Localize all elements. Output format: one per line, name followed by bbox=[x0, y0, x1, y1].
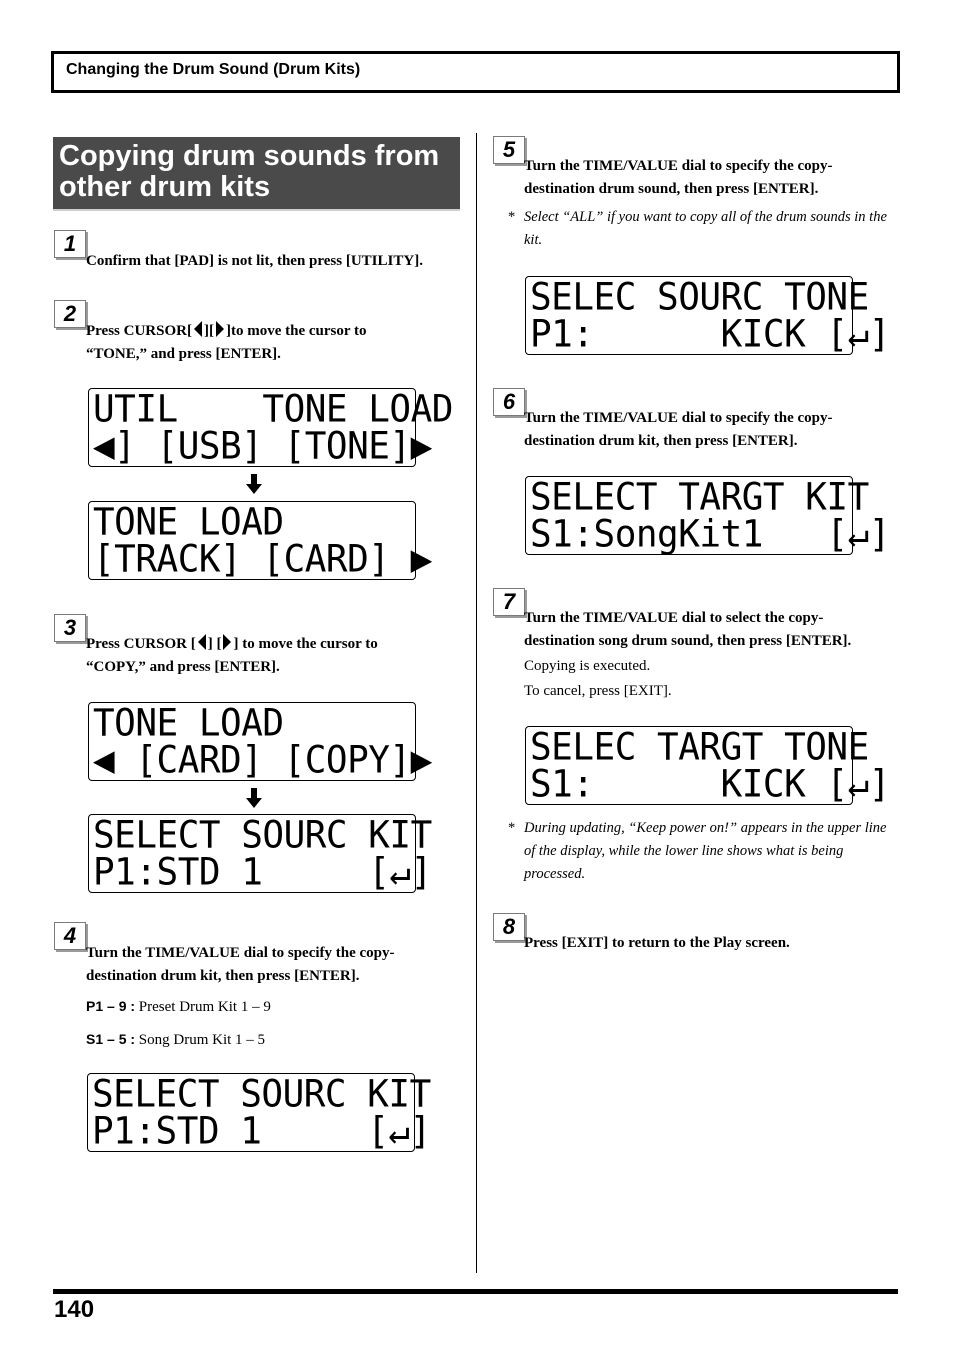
lcd-selec-sourc-tone: SELEC SOURC TONE P1: KICK [↵] bbox=[525, 276, 853, 355]
step-badge-4: 4 bbox=[54, 922, 86, 950]
step-badge-8: 8 bbox=[493, 913, 525, 941]
step-3-text: Press CURSOR [ ] [ ] to move the cursor to “COPY,” and press [ENTER]. bbox=[86, 636, 378, 675]
lcd-selec-targt-tone: SELEC TARGT TONE S1: KICK [↵] bbox=[525, 726, 853, 805]
step-7-line-1: Copying is executed. bbox=[524, 658, 651, 674]
step-7-text: Turn the TIME/VALUE dial to select the copy-destination song drum sound, then press [ENTER]. bbox=[524, 610, 852, 649]
page-number: 140 bbox=[54, 1296, 95, 1323]
step-6-text: Turn the TIME/VALUE dial to specify the copy-destination drum kit, then press [ENTER]. bbox=[524, 410, 833, 449]
lcd-tone-load-track: TONE LOAD [TRACK] [CARD] ▶ bbox=[88, 501, 416, 580]
step-badge-7: 7 bbox=[493, 588, 525, 616]
down-arrow-icon bbox=[246, 484, 262, 494]
cursor-left-icon bbox=[194, 321, 202, 337]
kit-range-preset: P1 – 9 : Preset Drum Kit 1 – 9 bbox=[86, 998, 271, 1015]
step-badge-1: 1 bbox=[54, 230, 86, 258]
step-1-text: Confirm that [PAD] is not lit, then press [UTILITY]. bbox=[86, 253, 423, 269]
step-5-note: * Select “ALL” if you want to copy all of the drum sounds in the kit. bbox=[508, 209, 887, 248]
header-title: Changing the Drum Sound (Drum Kits) bbox=[66, 61, 361, 78]
step-8-text: Press [EXIT] to return to the Play screen. bbox=[524, 935, 790, 951]
step-4-text: Turn the TIME/VALUE dial to specify the copy-destination drum kit, then press [ENTER]. bbox=[86, 945, 395, 984]
step-badge-6: 6 bbox=[493, 388, 525, 416]
cursor-right-icon bbox=[223, 634, 231, 650]
section-title: Copying drum sounds from other drum kits bbox=[59, 140, 440, 203]
lcd-util-tone-load: UTIL TONE LOAD ◀] [USB] [TONE]▶ bbox=[88, 388, 416, 467]
lcd-select-targt-kit: SELECT TARGT KIT S1:SongKit1 [↵] bbox=[525, 476, 853, 555]
running-header bbox=[51, 51, 900, 93]
down-arrow-icon bbox=[246, 798, 262, 808]
step-badge-5: 5 bbox=[493, 136, 525, 164]
kit-range-song: S1 – 5 : Song Drum Kit 1 – 5 bbox=[86, 1031, 266, 1048]
step-badge-2: 2 bbox=[54, 300, 86, 328]
footer-rule bbox=[53, 1289, 898, 1294]
cursor-left-icon bbox=[198, 634, 206, 650]
step-7-line-2: To cancel, press [EXIT]. bbox=[524, 683, 672, 699]
cursor-right-icon bbox=[216, 321, 224, 337]
lcd-tone-load-copy: TONE LOAD ◀ [CARD] [COPY]▶ bbox=[88, 702, 416, 781]
lcd-select-sourc-kit: SELECT SOURC KIT P1:STD 1 [↵] bbox=[88, 814, 416, 893]
step-7-note: * During updating, “Keep power on!” appears in the upper line of the display, while the lower line shows what is being processed. bbox=[508, 820, 887, 882]
step-badge-3: 3 bbox=[54, 614, 86, 642]
lcd-select-sourc-kit-2: SELECT SOURC KIT P1:STD 1 [↵] bbox=[87, 1073, 415, 1152]
column-divider bbox=[476, 133, 477, 1273]
step-2-text: Press CURSOR[ ][ ]to move the cursor to “TONE,” and press [ENTER]. bbox=[86, 323, 367, 362]
section-title-box bbox=[53, 137, 460, 211]
step-5-text: Turn the TIME/VALUE dial to specify the copy-destination drum sound, then press [ENTER]. bbox=[524, 158, 833, 197]
